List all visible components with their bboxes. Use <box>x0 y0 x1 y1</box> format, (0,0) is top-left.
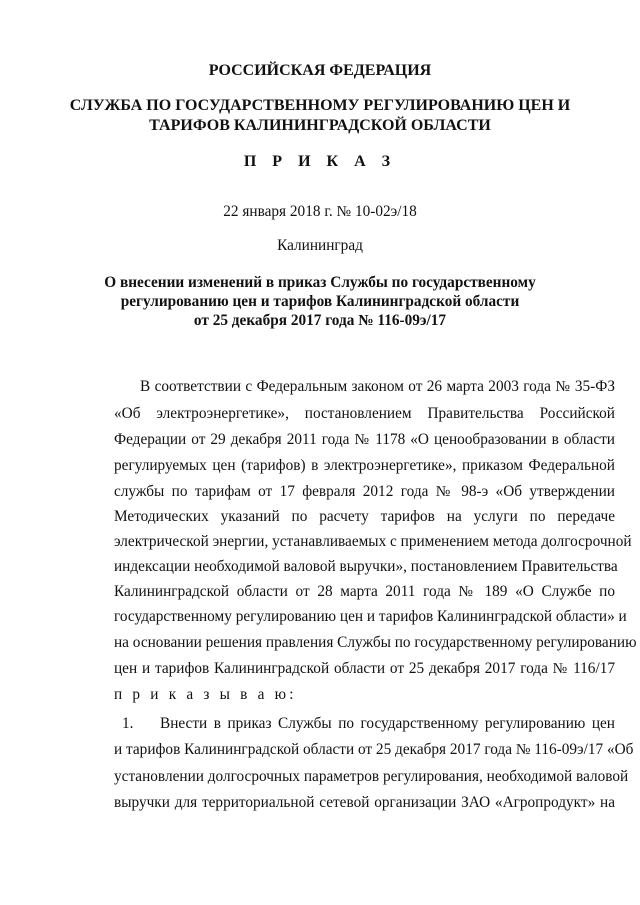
subject-line3: от 25 декабря 2017 года № 116-09э/17 <box>193 312 447 329</box>
agency-heading-line2: ТАРИФОВ КАЛИНИНГРАДСКОЙ ОБЛАСТИ <box>149 117 491 134</box>
order-word: п р и к а з ы в а ю: <box>114 686 297 703</box>
body-line: на основании решения правления Службы по государственному регулированию <box>114 634 637 651</box>
body-line: цен и тарифов Калининградской области от 25 декабря 2017 года № 116/17 <box>114 660 615 677</box>
item-number: 1. <box>122 715 134 732</box>
city: Калининград <box>277 237 363 254</box>
federation-heading: РОССИЙСКАЯ ФЕДЕРАЦИЯ <box>208 62 432 79</box>
body-line: «Об электроэнергетике», постановлением Правительства Российской <box>114 405 615 422</box>
body-line: Методических указаний по расчету тарифов на услуги по передаче <box>114 508 615 525</box>
item-line: Внести в приказ Службы по государственному регулированию цен <box>160 715 615 732</box>
body-line: регулируемых цен (тарифов) в электроэнергетике», приказом Федеральной <box>114 457 615 474</box>
body-line: государственному регулированию цен и тарифов Калининградской области» и <box>114 608 627 625</box>
body-line: индексации необходимой валовой выручки», постановлением Правительства <box>114 558 618 575</box>
body-line: Калининградской области от 28 марта 2011 года № 189 «О Службе по <box>114 583 615 600</box>
agency-heading-line1: СЛУЖБА ПО ГОСУДАРСТВЕННОМУ РЕГУЛИРОВАНИЮ ЦЕН И <box>69 97 571 114</box>
subject-line2: регулированию цен и тарифов Калининградской области <box>120 293 520 310</box>
subject-line1: О внесении изменений в приказ Службы по государственному <box>104 274 536 291</box>
item-line: выручки для территориальной сетевой организации ЗАО «Агропродукт» на <box>114 794 615 811</box>
item-line: установлении долгосрочных параметров регулирования, необходимой валовой <box>114 768 629 785</box>
body-line: В соответствии с Федеральным законом от 26 марта 2003 года № 35-ФЗ <box>140 378 615 395</box>
body-line: службы по тарифам от 17 февраля 2012 года № 98-э «Об утверждении <box>114 483 615 500</box>
body-line: электрической энергии, устанавливаемых с применением метода долгосрочной <box>114 533 632 550</box>
doc-type-heading: П Р И К А З <box>243 153 397 170</box>
body-line: Федерации от 29 декабря 2011 года № 1178 «О ценообразовании в области <box>114 431 615 448</box>
item-line: и тарифов Калининградской области от 25 декабря 2017 года № 116-09э/17 «Об <box>114 741 634 758</box>
date-number: 22 января 2018 г. № 10-02э/18 <box>223 203 417 220</box>
